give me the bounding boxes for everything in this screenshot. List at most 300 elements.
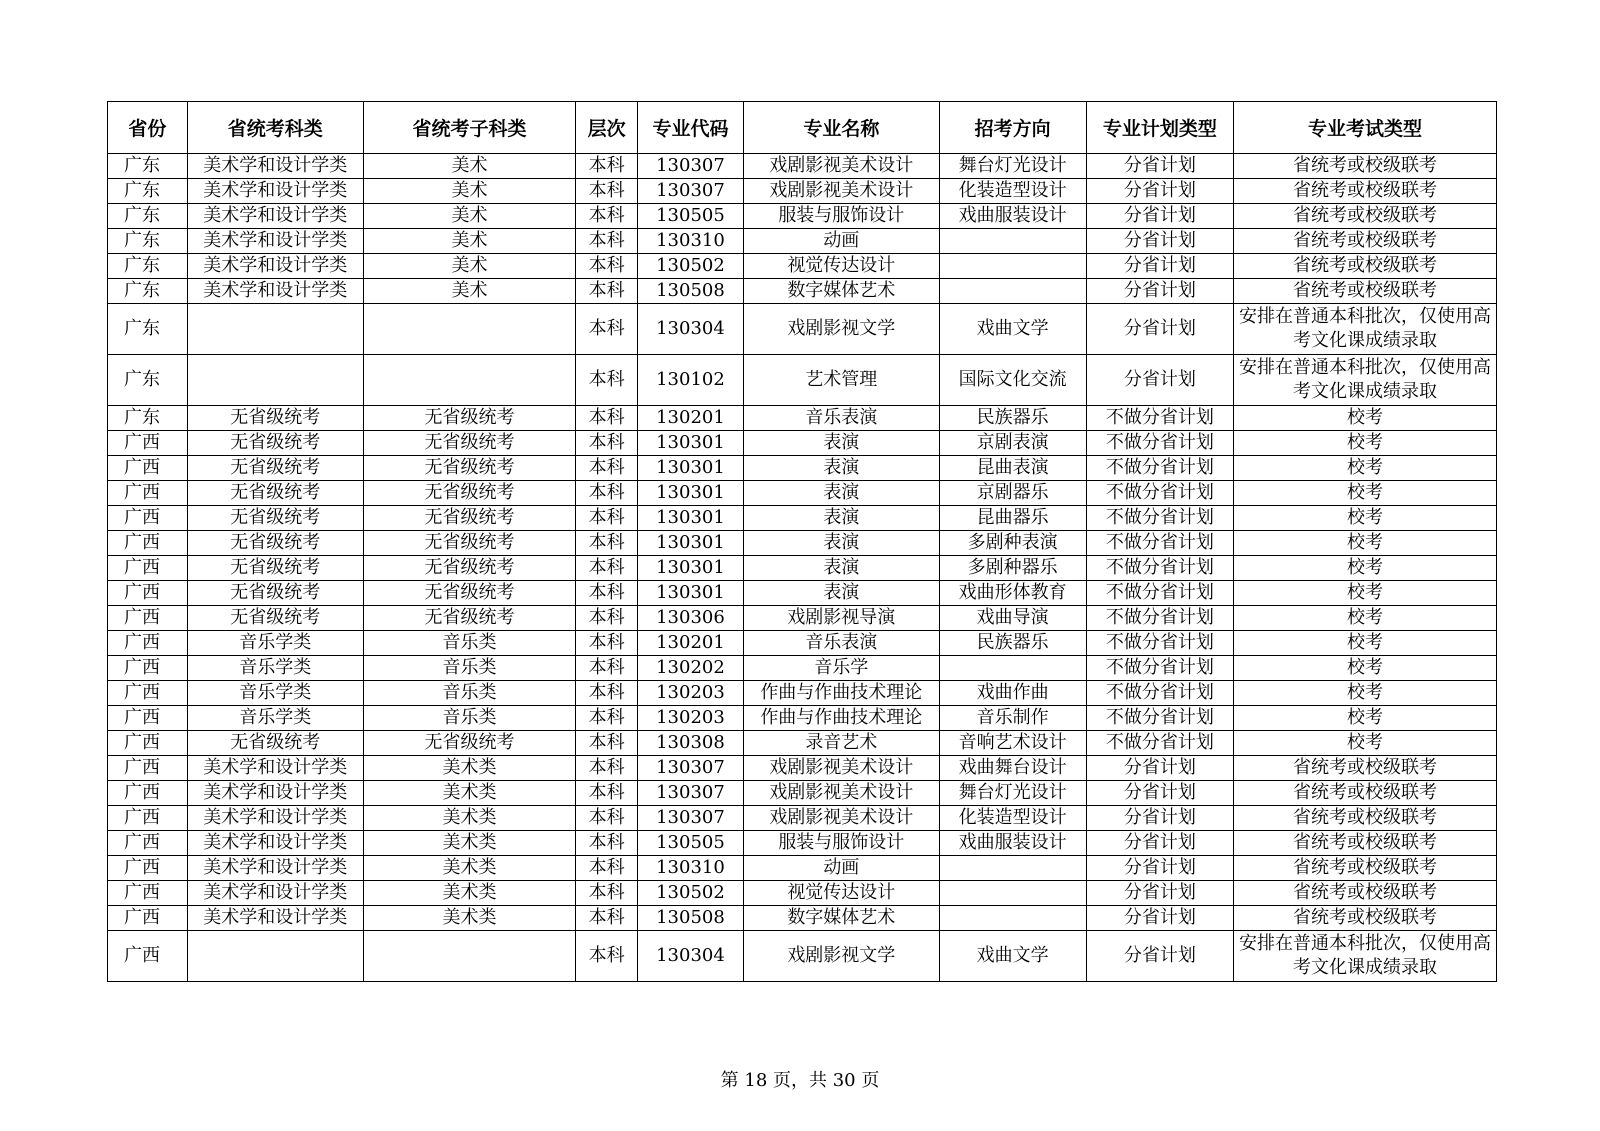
table-cell: 多剧种表演 <box>939 531 1086 556</box>
table-row <box>108 179 1497 204</box>
table-cell: 昆曲表演 <box>939 456 1086 481</box>
table-cell: 校考 <box>1234 581 1497 606</box>
table-cell: 130502 <box>637 881 743 906</box>
table-cell: 音乐类 <box>363 656 576 681</box>
table-row <box>108 606 1497 631</box>
table-row <box>108 229 1497 254</box>
page-number: 第 18 页，共 30 页 <box>720 1070 880 1091</box>
table-cell: 美术类 <box>363 756 576 781</box>
column-header: 省统考科类 <box>187 102 363 154</box>
table-cell: 本科 <box>576 279 637 304</box>
table-cell <box>939 856 1086 881</box>
table-cell: 美术 <box>363 204 576 229</box>
table-row <box>108 355 1497 406</box>
table-cell: 校考 <box>1234 681 1497 706</box>
table-cell: 美术学和设计学类 <box>187 229 363 254</box>
table-cell: 戏剧影视美术设计 <box>744 756 939 781</box>
table-body <box>108 154 1497 982</box>
column-header: 招考方向 <box>939 102 1086 154</box>
table-row <box>108 906 1497 931</box>
table-cell: 无省级统考 <box>187 431 363 456</box>
table-cell: 美术学和设计学类 <box>187 154 363 179</box>
table-cell: 广西 <box>108 606 188 631</box>
table-cell: 广西 <box>108 831 188 856</box>
table-cell: 京剧表演 <box>939 431 1086 456</box>
table-cell: 戏剧影视导演 <box>744 606 939 631</box>
table-cell: 广东 <box>108 254 188 279</box>
table-cell: 无省级统考 <box>363 731 576 756</box>
table-cell: 130307 <box>637 806 743 831</box>
table-cell <box>363 304 576 355</box>
table-cell: 分省计划 <box>1086 279 1233 304</box>
table-row <box>108 656 1497 681</box>
table-cell: 服装与服饰设计 <box>744 831 939 856</box>
table-cell: 美术类 <box>363 906 576 931</box>
table-cell: 省统考或校级联考 <box>1234 154 1497 179</box>
table-cell: 不做分省计划 <box>1086 481 1233 506</box>
table-cell: 不做分省计划 <box>1086 406 1233 431</box>
table-row <box>108 154 1497 179</box>
table-cell: 美术学和设计学类 <box>187 831 363 856</box>
table-cell: 表演 <box>744 506 939 531</box>
table-cell: 分省计划 <box>1086 756 1233 781</box>
column-header: 层次 <box>576 102 637 154</box>
table-cell: 音乐类 <box>363 706 576 731</box>
table-cell: 分省计划 <box>1086 355 1233 406</box>
table-cell: 广东 <box>108 154 188 179</box>
table-cell: 省统考或校级联考 <box>1234 831 1497 856</box>
table-cell: 130301 <box>637 506 743 531</box>
column-header: 专业代码 <box>637 102 743 154</box>
table-cell: 130310 <box>637 229 743 254</box>
table-cell: 戏曲导演 <box>939 606 1086 631</box>
table-cell: 京剧器乐 <box>939 481 1086 506</box>
table-cell: 本科 <box>576 781 637 806</box>
table-row <box>108 254 1497 279</box>
table-cell: 舞台灯光设计 <box>939 781 1086 806</box>
table-cell: 不做分省计划 <box>1086 631 1233 656</box>
table-cell: 无省级统考 <box>363 606 576 631</box>
table-cell: 美术 <box>363 279 576 304</box>
table-cell: 不做分省计划 <box>1086 531 1233 556</box>
table-cell <box>939 279 1086 304</box>
table-cell: 130301 <box>637 531 743 556</box>
table-cell: 表演 <box>744 531 939 556</box>
table-cell: 美术学和设计学类 <box>187 881 363 906</box>
table-cell: 昆曲器乐 <box>939 506 1086 531</box>
table-cell: 戏曲服装设计 <box>939 204 1086 229</box>
column-header: 专业计划类型 <box>1086 102 1233 154</box>
table-cell: 不做分省计划 <box>1086 656 1233 681</box>
admissions-table <box>107 101 1497 982</box>
table-cell <box>363 931 576 982</box>
table-cell: 戏剧影视美术设计 <box>744 179 939 204</box>
table-cell: 广西 <box>108 881 188 906</box>
table-cell: 130301 <box>637 456 743 481</box>
column-header: 省统考子科类 <box>363 102 576 154</box>
table-cell: 分省计划 <box>1086 304 1233 355</box>
table-cell: 美术类 <box>363 806 576 831</box>
table-cell: 广东 <box>108 179 188 204</box>
table-cell: 130201 <box>637 631 743 656</box>
table-cell: 130310 <box>637 856 743 881</box>
table-cell: 广西 <box>108 581 188 606</box>
table-cell: 广东 <box>108 304 188 355</box>
table-cell: 广东 <box>108 204 188 229</box>
table-cell: 广西 <box>108 806 188 831</box>
table-cell: 广东 <box>108 355 188 406</box>
table-cell: 无省级统考 <box>363 431 576 456</box>
column-header: 专业考试类型 <box>1234 102 1497 154</box>
table-cell: 美术学和设计学类 <box>187 781 363 806</box>
table-row <box>108 806 1497 831</box>
table-cell: 广西 <box>108 756 188 781</box>
table-row <box>108 406 1497 431</box>
table-cell: 音乐类 <box>363 681 576 706</box>
table-cell: 广西 <box>108 456 188 481</box>
table-cell: 戏曲形体教育 <box>939 581 1086 606</box>
table-cell: 省统考或校级联考 <box>1234 179 1497 204</box>
table-cell: 省统考或校级联考 <box>1234 856 1497 881</box>
table-row <box>108 881 1497 906</box>
table-cell: 130203 <box>637 681 743 706</box>
table-cell: 数字媒体艺术 <box>744 279 939 304</box>
table-cell: 分省计划 <box>1086 229 1233 254</box>
table-cell: 戏曲文学 <box>939 931 1086 982</box>
table-cell: 本科 <box>576 556 637 581</box>
table-cell: 美术类 <box>363 881 576 906</box>
table-cell: 戏剧影视美术设计 <box>744 154 939 179</box>
table-cell: 本科 <box>576 406 637 431</box>
table-row <box>108 304 1497 355</box>
table-cell: 130301 <box>637 431 743 456</box>
table-cell: 美术学和设计学类 <box>187 856 363 881</box>
table-cell: 化装造型设计 <box>939 179 1086 204</box>
table-cell: 130203 <box>637 706 743 731</box>
table-cell: 美术学和设计学类 <box>187 204 363 229</box>
table-cell: 广东 <box>108 229 188 254</box>
table-cell: 戏剧影视美术设计 <box>744 806 939 831</box>
table-cell: 130301 <box>637 481 743 506</box>
table-cell: 130102 <box>637 355 743 406</box>
table-row <box>108 481 1497 506</box>
table-cell: 动画 <box>744 229 939 254</box>
table-cell <box>939 254 1086 279</box>
table-cell: 无省级统考 <box>187 556 363 581</box>
table-row <box>108 456 1497 481</box>
table-cell: 不做分省计划 <box>1086 456 1233 481</box>
table-cell: 广西 <box>108 481 188 506</box>
table-cell <box>939 656 1086 681</box>
table-cell: 省统考或校级联考 <box>1234 279 1497 304</box>
table-cell: 省统考或校级联考 <box>1234 906 1497 931</box>
table-cell: 民族器乐 <box>939 406 1086 431</box>
table-row <box>108 731 1497 756</box>
table-cell: 分省计划 <box>1086 204 1233 229</box>
table-cell: 广东 <box>108 279 188 304</box>
table-cell: 本科 <box>576 881 637 906</box>
table-cell: 130201 <box>637 406 743 431</box>
table-cell: 音乐表演 <box>744 406 939 431</box>
table-cell: 省统考或校级联考 <box>1234 806 1497 831</box>
table-cell: 音乐类 <box>363 631 576 656</box>
table-cell: 表演 <box>744 431 939 456</box>
table-cell: 美术类 <box>363 856 576 881</box>
table-cell: 130307 <box>637 154 743 179</box>
table-row <box>108 856 1497 881</box>
table-cell: 本科 <box>576 856 637 881</box>
table-row <box>108 204 1497 229</box>
table-cell: 校考 <box>1234 731 1497 756</box>
table-cell: 无省级统考 <box>363 456 576 481</box>
table-cell: 130304 <box>637 304 743 355</box>
table-cell: 不做分省计划 <box>1086 606 1233 631</box>
table-cell: 不做分省计划 <box>1086 681 1233 706</box>
table-cell: 无省级统考 <box>363 406 576 431</box>
table-cell: 不做分省计划 <box>1086 556 1233 581</box>
table-cell: 广西 <box>108 506 188 531</box>
table-cell: 分省计划 <box>1086 179 1233 204</box>
table-cell: 美术学和设计学类 <box>187 756 363 781</box>
table-cell: 校考 <box>1234 656 1497 681</box>
table-cell: 广西 <box>108 906 188 931</box>
table-cell: 省统考或校级联考 <box>1234 781 1497 806</box>
table-cell: 广西 <box>108 431 188 456</box>
table-cell: 多剧种器乐 <box>939 556 1086 581</box>
table-cell: 不做分省计划 <box>1086 431 1233 456</box>
table-cell: 视觉传达设计 <box>744 254 939 279</box>
table-cell: 130306 <box>637 606 743 631</box>
table-cell: 音乐学 <box>744 656 939 681</box>
table-cell: 省统考或校级联考 <box>1234 229 1497 254</box>
table-cell: 广西 <box>108 531 188 556</box>
table-cell: 动画 <box>744 856 939 881</box>
table-cell: 美术类 <box>363 781 576 806</box>
table-cell: 音乐表演 <box>744 631 939 656</box>
table-cell: 本科 <box>576 731 637 756</box>
table-cell: 本科 <box>576 906 637 931</box>
table-cell: 分省计划 <box>1086 806 1233 831</box>
table-cell: 美术 <box>363 229 576 254</box>
table-row <box>108 531 1497 556</box>
table-cell: 广西 <box>108 631 188 656</box>
table-cell: 130505 <box>637 204 743 229</box>
table-cell: 戏曲作曲 <box>939 681 1086 706</box>
table-cell: 戏剧影视文学 <box>744 304 939 355</box>
table-cell: 本科 <box>576 606 637 631</box>
table-cell: 本科 <box>576 631 637 656</box>
table-cell: 校考 <box>1234 631 1497 656</box>
table-cell: 本科 <box>576 831 637 856</box>
table-cell: 校考 <box>1234 706 1497 731</box>
table-cell: 舞台灯光设计 <box>939 154 1086 179</box>
table-cell: 音乐学类 <box>187 706 363 731</box>
table-cell: 音乐制作 <box>939 706 1086 731</box>
table-header-row <box>108 102 1497 154</box>
table-row <box>108 506 1497 531</box>
table-cell: 无省级统考 <box>187 531 363 556</box>
table-cell: 校考 <box>1234 456 1497 481</box>
table-cell: 安排在普通本科批次，仅使用高考文化课成绩录取 <box>1234 304 1497 355</box>
table-cell: 美术类 <box>363 831 576 856</box>
table-cell: 无省级统考 <box>187 406 363 431</box>
table-cell: 美术学和设计学类 <box>187 279 363 304</box>
table-cell: 本科 <box>576 254 637 279</box>
table-cell <box>939 881 1086 906</box>
table-cell: 无省级统考 <box>363 506 576 531</box>
table-cell: 校考 <box>1234 506 1497 531</box>
table-cell: 无省级统考 <box>187 456 363 481</box>
table-cell: 分省计划 <box>1086 781 1233 806</box>
table-cell: 校考 <box>1234 556 1497 581</box>
table-cell: 130505 <box>637 831 743 856</box>
table-cell: 广西 <box>108 706 188 731</box>
table-cell <box>939 229 1086 254</box>
table-row <box>108 681 1497 706</box>
table-cell: 戏曲文学 <box>939 304 1086 355</box>
table-cell: 校考 <box>1234 606 1497 631</box>
table-cell: 音乐学类 <box>187 656 363 681</box>
table-row <box>108 781 1497 806</box>
table-cell <box>187 931 363 982</box>
table-cell <box>939 906 1086 931</box>
table-cell: 校考 <box>1234 431 1497 456</box>
table-cell: 化装造型设计 <box>939 806 1086 831</box>
table-cell: 本科 <box>576 456 637 481</box>
table-cell: 戏剧影视美术设计 <box>744 781 939 806</box>
table-cell: 不做分省计划 <box>1086 731 1233 756</box>
table-cell: 美术学和设计学类 <box>187 179 363 204</box>
table-cell: 美术学和设计学类 <box>187 254 363 279</box>
table-cell: 视觉传达设计 <box>744 881 939 906</box>
table-cell: 安排在普通本科批次，仅使用高考文化课成绩录取 <box>1234 355 1497 406</box>
table-cell: 无省级统考 <box>187 581 363 606</box>
table-cell: 无省级统考 <box>363 481 576 506</box>
table-cell: 130508 <box>637 906 743 931</box>
table-cell: 音乐学类 <box>187 681 363 706</box>
table-cell <box>187 304 363 355</box>
table-cell: 本科 <box>576 756 637 781</box>
table-cell: 表演 <box>744 556 939 581</box>
table-cell: 广西 <box>108 556 188 581</box>
table-cell: 分省计划 <box>1086 254 1233 279</box>
table-cell: 本科 <box>576 204 637 229</box>
table-cell: 省统考或校级联考 <box>1234 204 1497 229</box>
table-cell: 130307 <box>637 781 743 806</box>
table-cell: 广西 <box>108 781 188 806</box>
table-cell: 无省级统考 <box>363 581 576 606</box>
table-cell: 130508 <box>637 279 743 304</box>
table-cell: 本科 <box>576 581 637 606</box>
table-cell: 音响艺术设计 <box>939 731 1086 756</box>
table-cell: 不做分省计划 <box>1086 581 1233 606</box>
table-cell: 美术学和设计学类 <box>187 906 363 931</box>
table-row <box>108 556 1497 581</box>
table-cell: 分省计划 <box>1086 906 1233 931</box>
table-cell: 广西 <box>108 656 188 681</box>
table-cell: 作曲与作曲技术理论 <box>744 706 939 731</box>
table-cell: 戏曲服装设计 <box>939 831 1086 856</box>
table-cell: 本科 <box>576 931 637 982</box>
table-cell <box>187 355 363 406</box>
table-cell: 录音艺术 <box>744 731 939 756</box>
table-cell: 无省级统考 <box>187 481 363 506</box>
table-cell: 校考 <box>1234 531 1497 556</box>
table-cell: 广西 <box>108 856 188 881</box>
table-cell: 数字媒体艺术 <box>744 906 939 931</box>
table-cell: 本科 <box>576 431 637 456</box>
table-cell: 艺术管理 <box>744 355 939 406</box>
table-cell: 本科 <box>576 506 637 531</box>
table-cell: 广东 <box>108 406 188 431</box>
table-cell: 分省计划 <box>1086 154 1233 179</box>
table-cell: 戏曲舞台设计 <box>939 756 1086 781</box>
table-cell: 不做分省计划 <box>1086 706 1233 731</box>
table-cell: 美术 <box>363 254 576 279</box>
table-row <box>108 431 1497 456</box>
table-cell: 戏剧影视文学 <box>744 931 939 982</box>
table-row <box>108 831 1497 856</box>
table-cell: 音乐学类 <box>187 631 363 656</box>
table-cell: 国际文化交流 <box>939 355 1086 406</box>
table-cell: 分省计划 <box>1086 881 1233 906</box>
table-cell: 本科 <box>576 681 637 706</box>
column-header: 专业名称 <box>744 102 939 154</box>
table-cell: 130308 <box>637 731 743 756</box>
table-cell: 表演 <box>744 581 939 606</box>
table-cell: 省统考或校级联考 <box>1234 881 1497 906</box>
table-cell: 本科 <box>576 154 637 179</box>
table-cell: 无省级统考 <box>187 506 363 531</box>
table-cell: 本科 <box>576 656 637 681</box>
table-row <box>108 706 1497 731</box>
table-cell: 130202 <box>637 656 743 681</box>
table-cell: 本科 <box>576 179 637 204</box>
table-cell: 本科 <box>576 304 637 355</box>
table-cell <box>363 355 576 406</box>
table-cell: 130301 <box>637 581 743 606</box>
table-cell: 服装与服饰设计 <box>744 204 939 229</box>
table-cell: 表演 <box>744 456 939 481</box>
table-cell: 分省计划 <box>1086 856 1233 881</box>
table-cell: 无省级统考 <box>187 606 363 631</box>
table-cell: 美术 <box>363 154 576 179</box>
table-cell: 分省计划 <box>1086 831 1233 856</box>
table-cell: 本科 <box>576 706 637 731</box>
table-cell: 130502 <box>637 254 743 279</box>
table-cell: 本科 <box>576 531 637 556</box>
table-row <box>108 279 1497 304</box>
table-cell: 省统考或校级联考 <box>1234 756 1497 781</box>
table-cell: 本科 <box>576 355 637 406</box>
table-cell: 校考 <box>1234 481 1497 506</box>
table-cell: 本科 <box>576 806 637 831</box>
table-cell: 安排在普通本科批次，仅使用高考文化课成绩录取 <box>1234 931 1497 982</box>
table-cell: 本科 <box>576 481 637 506</box>
table-row <box>108 581 1497 606</box>
table-cell: 作曲与作曲技术理论 <box>744 681 939 706</box>
table-cell: 美术学和设计学类 <box>187 806 363 831</box>
table-cell: 无省级统考 <box>363 531 576 556</box>
table-cell: 130307 <box>637 756 743 781</box>
table-cell: 无省级统考 <box>363 556 576 581</box>
table-cell: 美术 <box>363 179 576 204</box>
table-cell: 130307 <box>637 179 743 204</box>
table-cell: 省统考或校级联考 <box>1234 254 1497 279</box>
table-row <box>108 631 1497 656</box>
table-cell: 表演 <box>744 481 939 506</box>
table-cell: 不做分省计划 <box>1086 506 1233 531</box>
